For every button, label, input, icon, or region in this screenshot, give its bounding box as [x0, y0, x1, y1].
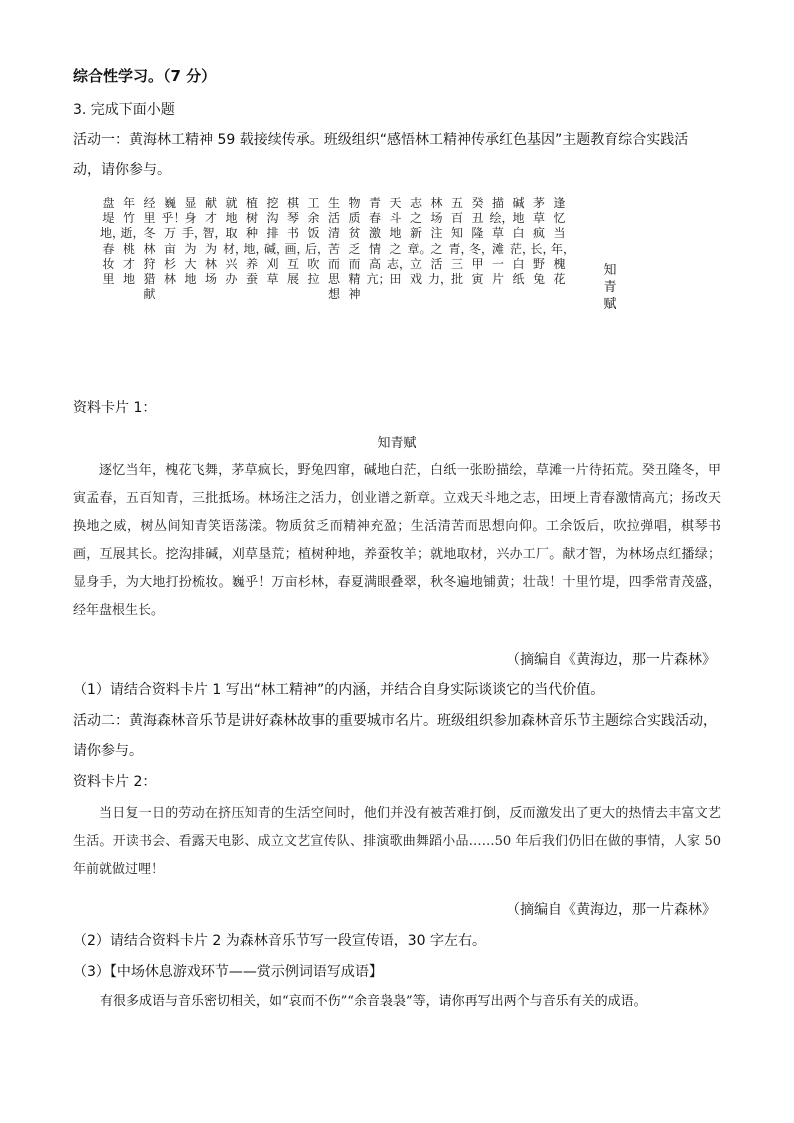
- card2-source: （摘编自《黄海边，那一片森林》: [506, 902, 716, 918]
- poem-column: 棋琴书画，互展: [284, 196, 309, 287]
- poem-column: 癸丑隆冬，甲寅: [469, 196, 494, 287]
- poem-column: 献才智，为林场: [202, 196, 227, 287]
- poem-column: 茅草疯长，野兔: [530, 196, 555, 287]
- poem-title: 知青赋: [603, 263, 617, 312]
- activity2-line1: 活动二：黄海森林音乐节是讲好森林故事的重要城市名片。班级组织参加森林音乐节主题综合实践活动，: [73, 713, 717, 729]
- poem-column: 天斗地之志，田: [387, 196, 412, 287]
- card1-source: （摘编自《黄海边，那一片森林》: [506, 652, 716, 668]
- poem-column: 经里冬林狩猎献: [143, 196, 156, 302]
- card2-paragraph: 当日复一日的劳动在挤压知青的生活空间时，他们并没有被苦难打倒，反而激发出了更大的热情去丰富文艺生活。开读书会、看露天电影、成立文艺宣传队、排演歌曲舞蹈小品……50 年后我们仍旧在做的事情，人家 50 年前就做过哩！: [73, 806, 721, 877]
- poem-column: 年竹逝，桃才地: [120, 196, 145, 287]
- activity2-line2: 请你参与。: [73, 743, 143, 759]
- question-3-text: 有很多成语与音乐密切相关，如“哀而不伤”“余音袅袅”等，请你再写出两个与音乐有关的成语。: [100, 994, 647, 1009]
- poem-column: 青春激情高亢；: [366, 196, 391, 287]
- poem-column: 林场注之活力，: [428, 196, 453, 287]
- poem-column: 植树种地，养蚕: [243, 196, 268, 287]
- section-heading: 综合性学习。（7 分）: [73, 67, 217, 85]
- question-number: 3. 完成下面小题: [73, 102, 175, 118]
- poem-column: 巍乎！万亩杉林: [161, 196, 186, 287]
- poem-column: 盘堤地，春妆里: [100, 196, 125, 287]
- card2-label: 资料卡片 2：: [73, 774, 157, 790]
- card1-label: 资料卡片 1：: [73, 400, 157, 416]
- question-3: （3）【中场休息游戏环节——赏示例词语写成语】: [73, 964, 383, 980]
- question-2: （2）请结合资料卡片 2 为森林音乐节写一段宣传语，30 字左右。: [73, 933, 486, 949]
- poem-column: 逢忆当年，槐花: [551, 196, 576, 287]
- poem-column: 生活清苦而思想: [327, 196, 340, 302]
- poem-column: 挖沟排碱，刈草: [264, 196, 289, 287]
- activity1-line1: 活动一：黄海林工精神 59 载接续传承。班级组织“感悟林工精神传承红色基因”主题教育综合实践活: [73, 132, 689, 148]
- poem-column: 志之新章。立戏: [407, 196, 432, 287]
- poem-column: 显身手，为大地: [182, 196, 207, 287]
- poem-column: 五百知青，三批: [448, 196, 473, 287]
- card1-title: 知青赋: [377, 436, 417, 451]
- question-1: （1）请结合资料卡片 1 写出“林工精神”的内涵，并结合自身实际谈谈它的当代价值。: [73, 682, 605, 698]
- poem-column: 描绘，草滩一片: [489, 196, 514, 287]
- poem-column: 就地取材，兴办: [223, 196, 248, 287]
- poem-column: 碱地白茫，白纸: [510, 196, 535, 287]
- poem-column: 物质贫乏而精神: [348, 196, 361, 302]
- poem-column: 工余饭后，吹拉: [305, 196, 330, 287]
- activity1-line2: 动，请你参与。: [73, 162, 171, 178]
- card1-paragraph: 逐忆当年，槐花飞舞，茅草疯长，野兔四窜，碱地白茫，白纸一张盼描绘，草滩一片待拓荒。癸丑隆冬，甲寅孟春，五百知青，三批抵场。林场注之活力，创业谱之新章。立戏天斗地之志，田埂上青春激情高亢；扬改天换地之威，树丛间知青笑语荡漾。物质贫乏而精神充盈；生活清苦而思想向仰。工余饭后，吹拉弹唱，棋琴书画，互展其长。挖沟排碱，刈草垦荒；植树种地，养蚕牧羊；就地取材，兴办工厂。献才智，为林场点红播绿；显身手，为大地打扮梳妆。巍乎！万亩杉林，春夏满眼叠翠，秋冬遍地铺黄；壮哉！十里竹堤，四季常青茂盛，经年盘根生长。: [73, 463, 721, 618]
- poem-calligraphy: [100, 196, 576, 376]
